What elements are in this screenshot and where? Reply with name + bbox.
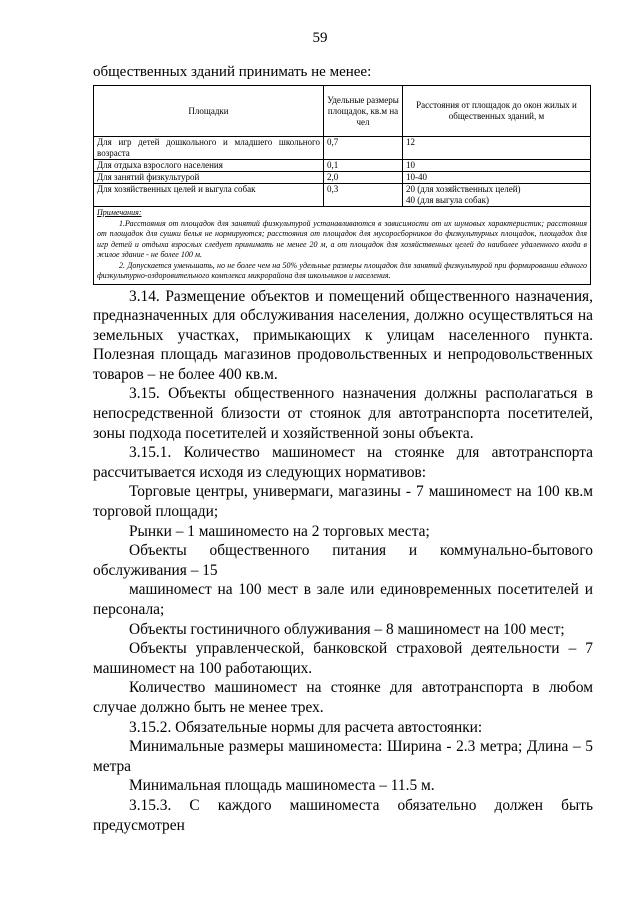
intro-line: общественных зданий принимать не менее: [93,64,372,80]
table-row [94,184,591,207]
table-notes [94,207,591,285]
min-space-area: Минимальная площадь машиноместа – 11.5 м. [129,777,435,795]
distance-household: 20 (для хозяйственных целей) [406,184,521,194]
table-cell-playground: Для игр детей дошкольного и младшего школьного возраста [94,137,324,160]
table-row [94,137,591,160]
norm-shopping-centers: Торговые центры, универмаги, магазины - 7 машиномест на 100 кв.м торговой площади; [93,483,593,521]
table-cell-playground: Для занятий физкультурой [94,172,324,184]
header-specific-size: Удельные размеры площадок, кв.м на чел [324,86,403,137]
page-content [93,63,593,835]
note-1: 1.Расстояния от площадок для занятий физкультурой устанавливаются в зависимости от их шумовых характеристик; расстояния от площадок для сушки белья не нормируются; расстояния от площадок для мусоросборников до физкультурных площадок, площадок для игр детей и отдыха взрослых следует принимать не менее 20 м, а от площадок для хозяйственных целей до наиболее удаленного входа в жилое здание - не более 100 м. [97,218,587,259]
playground-norms-table [93,85,591,285]
min-space-dimensions: Минимальные размеры машиноместа: Ширина - 2.3 метра; Длина – 5 метра [93,738,593,775]
table-cell-size: 0,1 [324,160,403,172]
table-row [94,172,591,184]
paragraph-3-15-1: 3.15.1. Количество машиномест на стоянке для автотранспорта рассчитывается исходя из следующих нормативов: [93,444,593,481]
norm-markets: Рынки – 1 машиноместо на 2 торговых места; [129,522,430,540]
body-text [93,287,593,836]
table-cell-size: 0,3 [324,184,403,207]
notes-title: Примечания: [97,208,142,217]
table-cell-playground: Для отдыха взрослого населения [94,160,324,172]
distance-dog-walking: 40 (для выгула собак) [406,195,489,205]
paragraph-3-15-2: 3.15.2. Обязательные нормы для расчета автостоянки: [129,718,483,736]
paragraph-3-15-3: 3.15.3. С каждого машиноместа обязательно должен быть предусмотрен [93,796,593,834]
header-distance: Расстояния от площадок до окон жилых и общественных зданий, м [403,86,591,137]
table-cell-size: 2,0 [324,172,403,184]
table-cell-distance: 10 [403,160,591,172]
table-cell-playground: Для хозяйственных целей и выгула собак [94,184,324,207]
table-cell-distance [403,184,591,207]
norm-catering-continued: машиномест на 100 мест в зале или единовременных посетителей и персонала; [93,581,593,618]
page-number: 59 [312,30,328,46]
norm-hotels: Объекты гостиничного облуживания – 8 машиномест на 100 мест; [129,620,565,638]
norm-catering: Объекты общественного питания и коммунально-бытового обслуживания – 15 [93,542,593,579]
table-cell-size: 0,7 [324,137,403,160]
note-2: 2. Допускается уменьшать, но не более чем на 50% удельные размеры площадок для занятий физкультурой при формировании единого физкультурно-оздоровительного комплекса микрорайона для школьников и населения. [97,260,587,280]
table-cell-distance: 10-40 [403,172,591,184]
table-cell-distance: 12 [403,137,591,160]
table-row [94,160,591,172]
header-playgrounds: Площадки [94,86,324,137]
norm-offices: Объекты управленческой, банковской страховой деятельности – 7 машиномест на 100 работающих. [93,640,593,677]
table-header-row [94,86,591,137]
table-notes-row [94,207,591,285]
paragraph-3-15: 3.15. Объекты общественного назначения должны располагаться в непосредственной близости от стоянок для автотранспорта посетителей, зоны подхода посетителей и хозяйственной зоны объекта. [93,385,593,442]
norm-minimum-spaces: Количество машиномест на стоянке для автотранспорта в любом случае должно быть не менее трех. [93,679,593,716]
paragraph-3-14: 3.14. Размещение объектов и помещений общественного назначения, предназначенных для обслуживания населения, должно осуществляться на земельных участках, примыкающих к улицам населенного пункта. Полезная площадь магазинов продовольственных и непродовольственных товаров – не более 400 кв.м. [93,287,593,383]
